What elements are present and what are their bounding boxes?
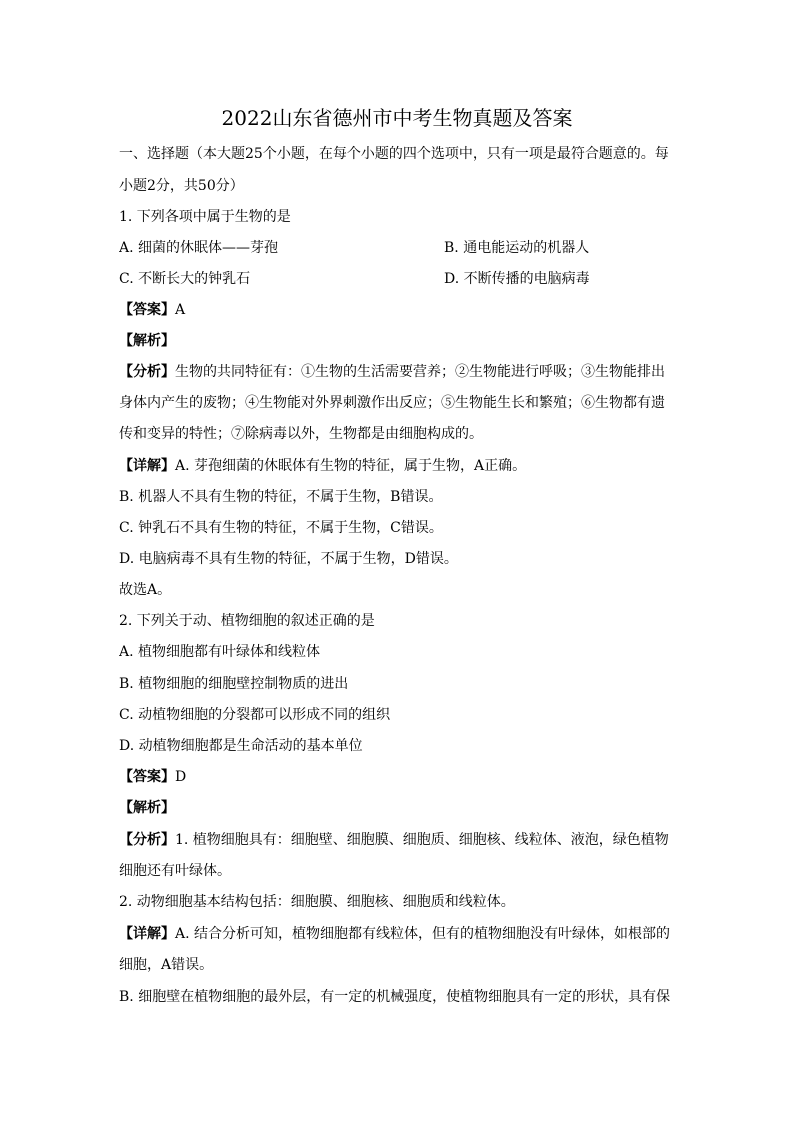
question-2-xiangjie-line-3: B. 细胞壁在植物细胞的最外层，有一定的机械强度，使植物细胞具有一定的形状，具有保	[119, 989, 671, 1005]
question-1-answer	[119, 299, 679, 321]
fenxi-text: 1. 植物细胞具有：细胞壁、细胞膜、细胞质、细胞核、线粒体、液泡，绿色植物	[175, 832, 669, 848]
question-2-analysis-label	[119, 797, 679, 819]
question-1-option-d: D. 不断传播的电脑病毒	[444, 271, 590, 287]
question-1-xiangjie-line-2: B. 机器人不具有生物的特征，不属于生物，B错误。	[119, 489, 443, 505]
question-1-conclusion: 故选A。	[119, 582, 172, 598]
question-1-xiangjie-line-3: C. 钟乳石不具有生物的特征，不属于生物，C错误。	[119, 520, 443, 536]
question-1-option-a: A. 细菌的休眠体——芽孢	[119, 240, 279, 256]
question-2-fenxi-line-3: 2. 动物细胞基本结构包括：细胞膜、细胞核、细胞质和线粒体。	[119, 894, 515, 910]
xiangjie-text: A. 结合分析可知，植物细胞都有线粒体，但有的植物细胞没有叶绿体，如根部的	[175, 926, 671, 942]
xiangjie-label: 【详解】	[119, 458, 175, 474]
answer-value: A	[175, 302, 186, 318]
question-2-answer	[119, 766, 679, 788]
question-1-fenxi-line-1	[119, 361, 679, 383]
question-2-option-a: A. 植物细胞都有叶绿体和线粒体	[119, 644, 321, 660]
question-1-fenxi-line-3: 传和变异的特性；⑦除病毒以外，生物都是由细胞构成的。	[119, 426, 483, 442]
question-2-stem: 2. 下列关于动、植物细胞的叙述正确的是	[119, 613, 375, 629]
question-1-fenxi-line-2: 身体内产生的废物；④生物能对外界刺激作出反应；⑤生物能生长和繁殖；⑥生物都有遗	[119, 395, 665, 411]
fenxi-text: 生物的共同特征有：①生物的生活需要营养；②生物能进行呼吸；③生物能排出	[175, 364, 665, 380]
question-2-fenxi-line-2: 细胞还有叶绿体。	[119, 863, 231, 879]
question-2-fenxi-line-1	[119, 829, 679, 851]
question-2-option-d: D. 动植物细胞都是生命活动的基本单位	[119, 738, 363, 754]
section-heading-line-1: 一、选择题（本大题25个小题，在每个小题的四个选项中，只有一项是最符合题意的。每	[119, 146, 669, 162]
analysis-label: 【解析】	[119, 333, 175, 349]
question-1-option-b: B. 通电能运动的机器人	[444, 240, 590, 256]
question-1-analysis-label	[119, 330, 679, 352]
fenxi-label: 【分析】	[119, 832, 175, 848]
question-1-xiangjie-line-4: D. 电脑病毒不具有生物的特征，不属于生物，D错误。	[119, 551, 458, 567]
question-2-option-b: B. 植物细胞的细胞壁控制物质的进出	[119, 676, 349, 692]
question-2-xiangjie-line-1	[119, 923, 679, 945]
xiangjie-label: 【详解】	[119, 926, 175, 942]
question-2-option-c: C. 动植物细胞的分裂都可以形成不同的组织	[119, 707, 391, 723]
fenxi-label: 【分析】	[119, 364, 175, 380]
analysis-label: 【解析】	[119, 800, 175, 816]
question-2-xiangjie-line-2: 细胞，A错误。	[119, 957, 214, 973]
xiangjie-text: A. 芽孢细菌的休眠体有生物的特征，属于生物，A正确。	[175, 458, 527, 474]
question-1-xiangjie-line-1	[119, 455, 679, 477]
question-1-stem: 1. 下列各项中属于生物的是	[119, 209, 291, 225]
section-heading-line-2: 小题2分，共50分）	[119, 178, 244, 194]
question-1-option-c: C. 不断长大的钟乳石	[119, 271, 251, 287]
answer-label: 【答案】	[119, 769, 175, 785]
answer-value: D	[175, 769, 187, 785]
document-title: 2022山东省德州市中考生物真题及答案	[221, 106, 573, 130]
answer-label: 【答案】	[119, 302, 175, 318]
